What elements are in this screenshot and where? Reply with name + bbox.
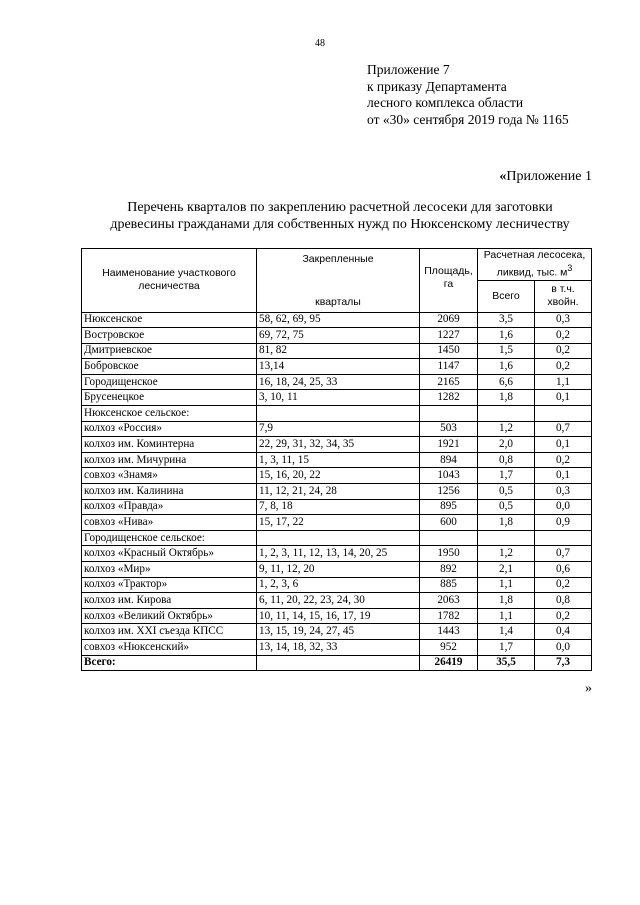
table-row xyxy=(82,406,592,422)
title-line: Перечень кварталов по закреплению расчетной лесосеки для заготовки xyxy=(127,200,553,215)
appendix-line: от «30» сентября 2019 года № 1165 xyxy=(367,111,569,127)
cell-name: Нюксенское xyxy=(82,312,257,328)
cell-total: 1,8 xyxy=(478,390,535,406)
cell-conifer: 0,2 xyxy=(535,343,592,359)
cell-name: совхоз «Нюксенский» xyxy=(82,639,257,655)
cell-conifer: 0,2 xyxy=(535,359,592,375)
cell-conifer: 0,4 xyxy=(535,624,592,640)
table-row xyxy=(82,437,592,453)
cell-area: 892 xyxy=(420,562,478,578)
header-quarters-top: Закрепленные xyxy=(302,253,374,265)
cell-quarters: 81, 82 xyxy=(257,343,420,359)
cell-total: 6,6 xyxy=(478,374,535,390)
cell-conifer: 0,7 xyxy=(535,546,592,562)
cell-total: 1,2 xyxy=(478,546,535,562)
page-number: 48 xyxy=(315,38,325,49)
cell-total: 1,5 xyxy=(478,343,535,359)
header-cut-group-text: Расчетная лесосека, ликвид, тыс. м xyxy=(483,249,586,279)
inner-appendix-label: Приложение 1 xyxy=(506,169,592,184)
cell-quarters: 22, 29, 31, 32, 34, 35 xyxy=(257,437,420,453)
cell-quarters: 13,14 xyxy=(257,359,420,375)
cell-quarters: 7,9 xyxy=(257,421,420,437)
appendix-line: лесного комплекса области xyxy=(367,95,524,110)
cell-total: 1,8 xyxy=(478,515,535,531)
cell-total: 2,0 xyxy=(478,437,535,453)
cell-quarters: 9, 11, 12, 20 xyxy=(257,562,420,578)
table-row xyxy=(82,374,592,390)
cell-conifer: 0,0 xyxy=(535,499,592,515)
header-cut-group xyxy=(478,249,592,281)
header-quarters-bottom: кварталы xyxy=(315,296,361,308)
table-row xyxy=(82,639,592,655)
cell-conifer: 0,8 xyxy=(535,593,592,609)
cell-quarters: 10, 11, 14, 15, 16, 17, 19 xyxy=(257,608,420,624)
table-row xyxy=(82,452,592,468)
cell-conifer: 0,3 xyxy=(535,312,592,328)
cell-total: 1,7 xyxy=(478,639,535,655)
cell-area: 1950 xyxy=(420,546,478,562)
cell-name: колхоз им. XXI съезда КПСС xyxy=(82,624,257,640)
header-area: Площадь, га xyxy=(420,249,478,313)
table-row xyxy=(82,343,592,359)
cell-area: 503 xyxy=(420,421,478,437)
cell-quarters: 1, 3, 11, 15 xyxy=(257,452,420,468)
cell-conifer: 0,2 xyxy=(535,577,592,593)
cell-name: колхоз им. Коминтерна xyxy=(82,437,257,453)
cell-total: 1,8 xyxy=(478,593,535,609)
cell-area: 2063 xyxy=(420,593,478,609)
total-cell-area: 26419 xyxy=(420,655,478,671)
table-row xyxy=(82,484,592,500)
closing-quote: » xyxy=(585,681,592,696)
cell-area: 1782 xyxy=(420,608,478,624)
cell-name: колхоз «Мир» xyxy=(82,562,257,578)
cell-name: колхоз им. Мичурина xyxy=(82,452,257,468)
table-body xyxy=(82,312,592,671)
cell-quarters: 1, 2, 3, 11, 12, 13, 14, 20, 25 xyxy=(257,546,420,562)
cell-total: 1,4 xyxy=(478,624,535,640)
cell-conifer: 0,3 xyxy=(535,484,592,500)
appendix-header xyxy=(367,62,569,128)
cell-quarters xyxy=(257,406,420,422)
cell-name: Востровское xyxy=(82,328,257,344)
title-line: древесины гражданами для собственных нужд по Нюксенскому лесничеству xyxy=(110,217,570,232)
table-row xyxy=(82,608,592,624)
cell-area: 1043 xyxy=(420,468,478,484)
table-row xyxy=(82,390,592,406)
cell-conifer: 0,1 xyxy=(535,468,592,484)
cell-total: 1,6 xyxy=(478,359,535,375)
cell-area: 895 xyxy=(420,499,478,515)
total-cell-conifer: 7,3 xyxy=(535,655,592,671)
cell-area: 885 xyxy=(420,577,478,593)
cell-quarters: 7, 8, 18 xyxy=(257,499,420,515)
cell-area xyxy=(420,530,478,546)
cell-area: 1450 xyxy=(420,343,478,359)
cell-conifer xyxy=(535,406,592,422)
cell-conifer: 0,1 xyxy=(535,437,592,453)
cell-total: 1,1 xyxy=(478,608,535,624)
table-row xyxy=(82,624,592,640)
cell-area: 1921 xyxy=(420,437,478,453)
cell-area: 1147 xyxy=(420,359,478,375)
cell-quarters: 15, 16, 20, 22 xyxy=(257,468,420,484)
inner-appendix-ref xyxy=(499,169,592,185)
total-cell-name: Всего: xyxy=(82,655,257,671)
cell-quarters: 69, 72, 75 xyxy=(257,328,420,344)
header-conifer: в т.ч. хвойн. xyxy=(535,280,592,312)
cell-name: колхоз «Трактор» xyxy=(82,577,257,593)
cell-quarters xyxy=(257,530,420,546)
cell-conifer: 0,2 xyxy=(535,608,592,624)
cell-conifer: 0,6 xyxy=(535,562,592,578)
cell-total: 1,7 xyxy=(478,468,535,484)
cell-total: 2,1 xyxy=(478,562,535,578)
table-row xyxy=(82,421,592,437)
cell-area: 1256 xyxy=(420,484,478,500)
cell-total: 0,8 xyxy=(478,452,535,468)
open-quote: « xyxy=(499,169,507,184)
table-row xyxy=(82,359,592,375)
header-cut-group-sup: 3 xyxy=(567,263,573,273)
cell-name: колхоз «Россия» xyxy=(82,421,257,437)
cell-conifer: 0,9 xyxy=(535,515,592,531)
total-row xyxy=(82,655,592,671)
header-total: Всего xyxy=(478,280,535,312)
cell-quarters: 11, 12, 21, 24, 28 xyxy=(257,484,420,500)
cell-name: колхоз «Красный Октябрь» xyxy=(82,546,257,562)
appendix-line: Приложение 7 xyxy=(367,62,450,77)
cell-name: Дмитриевское xyxy=(82,343,257,359)
cell-name: колхоз «Великий Октябрь» xyxy=(82,608,257,624)
cell-area: 600 xyxy=(420,515,478,531)
cell-name: Брусенецкое xyxy=(82,390,257,406)
cell-area: 1227 xyxy=(420,328,478,344)
table-row xyxy=(82,562,592,578)
cell-total: 3,5 xyxy=(478,312,535,328)
table-row xyxy=(82,328,592,344)
cell-area: 952 xyxy=(420,639,478,655)
total-cell-total: 35,5 xyxy=(478,655,535,671)
cell-conifer: 1,1 xyxy=(535,374,592,390)
cell-conifer: 0,2 xyxy=(535,452,592,468)
table-row xyxy=(82,515,592,531)
cell-name: колхоз им. Кирова xyxy=(82,593,257,609)
cell-quarters: 15, 17, 22 xyxy=(257,515,420,531)
cell-name: Нюксенское сельское: xyxy=(82,406,257,422)
cell-name: колхоз «Правда» xyxy=(82,499,257,515)
total-cell-quarters xyxy=(257,655,420,671)
cell-name: Бобровское xyxy=(82,359,257,375)
cell-total xyxy=(478,530,535,546)
cell-quarters: 6, 11, 20, 22, 23, 24, 30 xyxy=(257,593,420,609)
table-row xyxy=(82,312,592,328)
cell-total: 0,5 xyxy=(478,499,535,515)
header-quarters xyxy=(257,249,420,313)
cell-name: Городищенское сельское: xyxy=(82,530,257,546)
table-row xyxy=(82,577,592,593)
cell-name: колхоз им. Калинина xyxy=(82,484,257,500)
table-row xyxy=(82,468,592,484)
cell-name: совхоз «Нива» xyxy=(82,515,257,531)
cell-name: Городищенское xyxy=(82,374,257,390)
table-row xyxy=(82,499,592,515)
cell-name: совхоз «Знамя» xyxy=(82,468,257,484)
cell-conifer: 0,7 xyxy=(535,421,592,437)
cell-area: 2069 xyxy=(420,312,478,328)
cell-conifer: 0,1 xyxy=(535,390,592,406)
table-row xyxy=(82,593,592,609)
cell-area: 894 xyxy=(420,452,478,468)
cell-conifer xyxy=(535,530,592,546)
appendix-line: к приказу Департамента xyxy=(367,78,507,94)
cell-total: 1,6 xyxy=(478,328,535,344)
cell-area: 1282 xyxy=(420,390,478,406)
table-row xyxy=(82,530,592,546)
quarters-table xyxy=(81,248,592,671)
cell-total: 0,5 xyxy=(478,484,535,500)
cell-total: 1,1 xyxy=(478,577,535,593)
cell-conifer: 0,0 xyxy=(535,639,592,655)
cell-area xyxy=(420,406,478,422)
table-row xyxy=(82,546,592,562)
cell-quarters: 16, 18, 24, 25, 33 xyxy=(257,374,420,390)
cell-total: 1,2 xyxy=(478,421,535,437)
cell-quarters: 1, 2, 3, 6 xyxy=(257,577,420,593)
cell-quarters: 58, 62, 69, 95 xyxy=(257,312,420,328)
cell-conifer: 0,2 xyxy=(535,328,592,344)
cell-quarters: 13, 15, 19, 24, 27, 45 xyxy=(257,624,420,640)
header-name: Наименование участкового лесничества xyxy=(82,249,257,313)
cell-area: 1443 xyxy=(420,624,478,640)
cell-quarters: 13, 14, 18, 32, 33 xyxy=(257,639,420,655)
document-title xyxy=(60,199,620,233)
cell-quarters: 3, 10, 11 xyxy=(257,390,420,406)
cell-total xyxy=(478,406,535,422)
cell-area: 2165 xyxy=(420,374,478,390)
